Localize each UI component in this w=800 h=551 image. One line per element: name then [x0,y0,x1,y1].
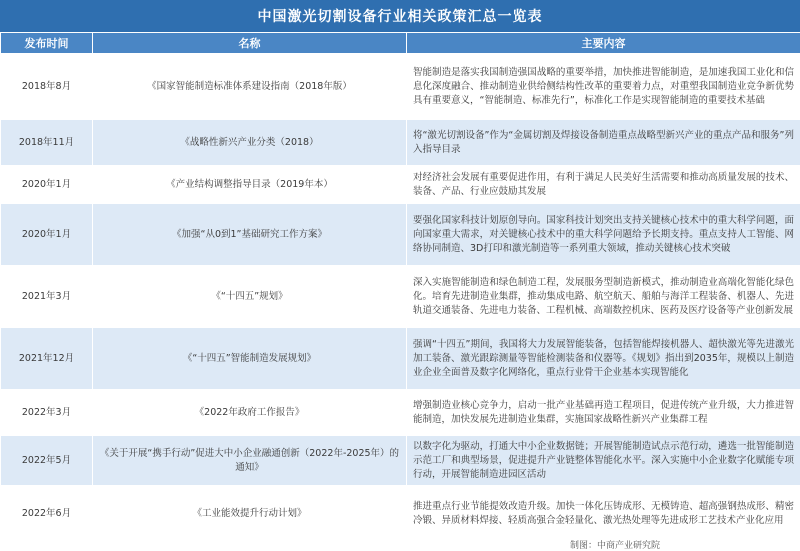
table-row [1,204,800,266]
table-row [1,266,800,328]
column-header-date: 发布时间 [1,33,93,54]
row-name: 《工业能效提升行动计划》 [93,486,407,542]
row-name: 《“十四五”规划》 [93,266,407,328]
table-row [1,166,800,204]
row-name: 《2022年政府工作报告》 [93,390,407,436]
row-date: 2021年3月 [1,266,93,328]
row-date: 2020年1月 [1,204,93,266]
column-header-content: 主要内容 [407,33,800,54]
row-content: 增强制造业核心竞争力，启动一批产业基础再造工程项目，促进传统产业升级，大力推进智能制造，加快发展先进制造业集群，实施国家战略性新兴产业集群工程 [407,390,800,436]
row-name: 《国家智能制造标准体系建设指南（2018年版） [93,54,407,120]
row-name: 《战略性新兴产业分类（2018） [93,120,407,166]
table-row [1,486,800,542]
row-date: 2018年8月 [1,54,93,120]
table-row [1,54,800,120]
row-date: 2020年1月 [1,166,93,204]
row-name: 《“十四五”智能制造发展规划》 [93,328,407,390]
row-name: 《加强“从0到1”基础研究工作方案》 [93,204,407,266]
row-name: 《产业结构调整指导目录（2019年本） [93,166,407,204]
row-content: 以数字化为驱动，打通大中小企业数据链；开展智能制造试点示范行动，遴选一批智能制造示范工厂和典型场景，促进提升产业链整体智能化水平。深入实施中小企业数字化赋能专项行动，开展智能制造进园区活动 [407,436,800,486]
table-row [1,120,800,166]
row-date: 2022年5月 [1,436,93,486]
table-row [1,328,800,390]
row-content: 推进重点行业节能提效改造升级。加快一体化压铸成形、无模铸造、超高强钢热成形、精密冷锻、异质材料焊接、轻质高强合金轻量化、激光热处理等先进成形工艺技术产业化应用 [407,486,800,542]
row-name: 《关于开展“携手行动”促进大中小企业融通创新（2022年-2025年）的通知》 [93,436,407,486]
row-date: 2022年6月 [1,486,93,542]
column-header-name: 名称 [93,33,407,54]
row-date: 2021年12月 [1,328,93,390]
row-content: 强调“十四五”期间，我国将大力发展智能装备，包括智能焊接机器人、超快激光等先进激光加工装备、激光跟踪测量等智能检测装备和仪器等。《规划》指出到2035年，规模以上制造业企业全面普及数字化网络化，重点行业骨干企业基本实现智能化 [407,328,800,390]
table-row [1,390,800,436]
row-content: 要强化国家科技计划原创导向。国家科技计划突出支持关键核心技术中的重大科学问题，面向国家重大需求，对关键核心技术中的重大科学问题给予长期支持。重点支持人工智能、网络协同制造、3D打印和激光制造等一系列重大领域，推动关键核心技术突破 [407,204,800,266]
source-caption: 制图：中商产业研究院 [570,538,660,551]
row-content: 将“激光切割设备”作为“金属切割及焊接设备制造重点战略型新兴产业的重点产品和服务”列入指导目录 [407,120,800,166]
row-date: 2022年3月 [1,390,93,436]
row-date: 2018年11月 [1,120,93,166]
row-content: 智能制造是落实我国制造强国战略的重要举措，加快推进智能制造，是加速我国工业化和信息化深度融合、推动制造业供给侧结构性改革的重要着力点，对重塑我国制造业竞争新优势具有重要意义，“智能制造、标准先行”，标准化工作是实现智能制造的重要技术基础 [407,54,800,120]
policy-table [0,32,800,542]
row-content: 深入实施智能制造和绿色制造工程，发展服务型制造新模式，推动制造业高端化智能化绿色化。培育先进制造业集群，推动集成电路、航空航天、船舶与海洋工程装备、机器人、先进轨道交通装备、先进电力装备、工程机械、高端数控机床、医药及医疗设备等产业创新发展 [407,266,800,328]
table-header-row [1,33,800,54]
page-title: 中国激光切割设备行业相关政策汇总一览表 [0,0,800,32]
table-row [1,436,800,486]
row-content: 对经济社会发展有重要促进作用，有利于满足人民美好生活需要和推动高质量发展的技术、装备、产品、行业应鼓励其发展 [407,166,800,204]
